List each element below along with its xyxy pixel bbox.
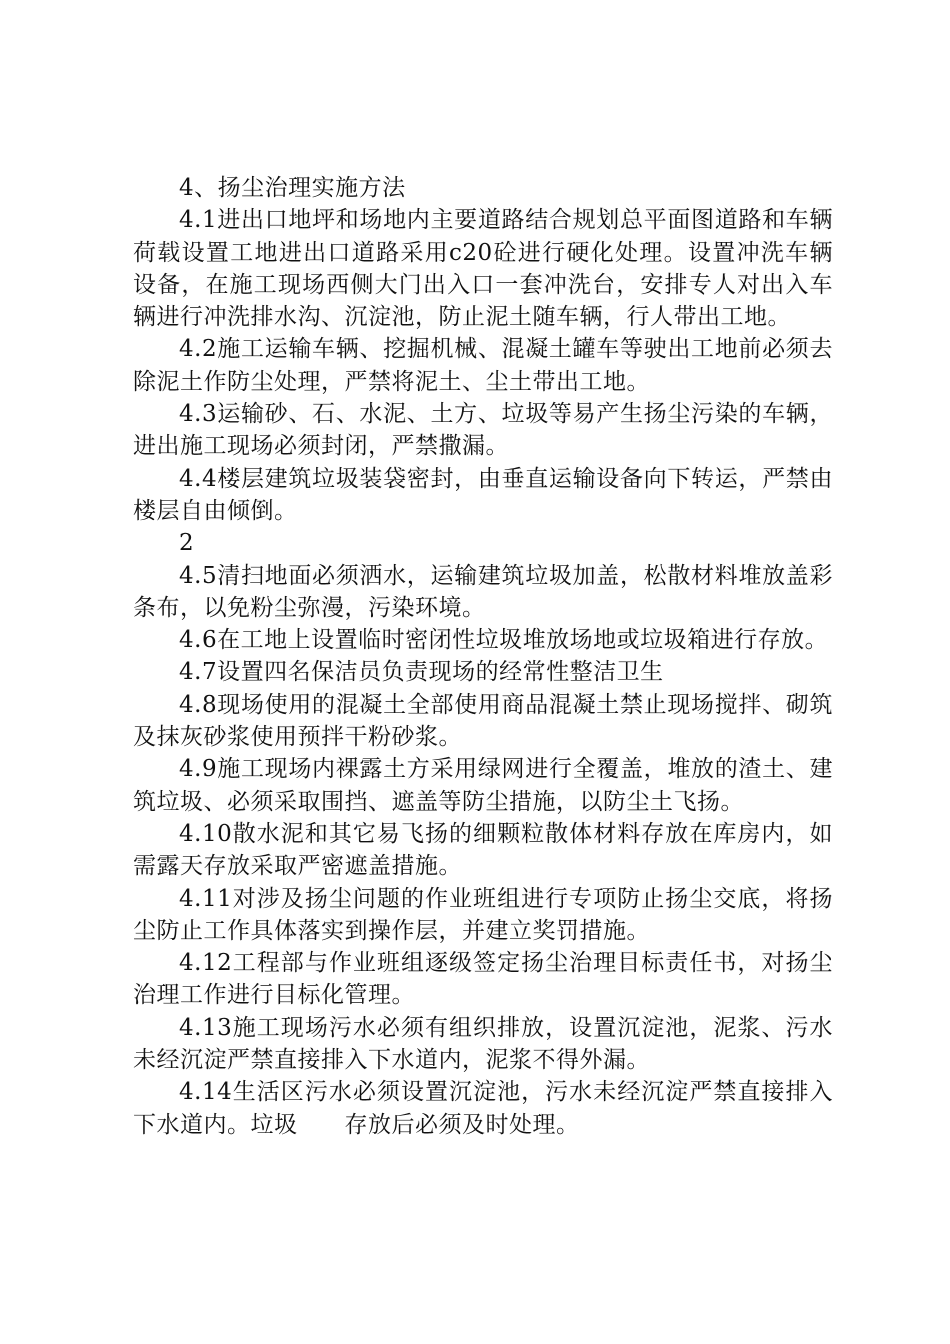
document-body [133, 172, 833, 1141]
paragraph-4-4: 4.4楼层建筑垃圾装袋密封，由垂直运输设备向下转运，严禁由楼层自由倾倒。 [133, 465, 833, 524]
page-number: 2 [179, 530, 195, 557]
paragraph-4-13: 4.13施工现场污水必须有组织排放，设置沉淀池，泥浆、污水未经沉淀严禁直接排入下水道内，泥浆不得外漏。 [133, 1014, 833, 1074]
paragraph-4-10: 4.10散水泥和其它易飞扬的细颗粒散体材料存放在库房内，如需露天存放采取严密遮盖措施。 [133, 820, 833, 880]
paragraph-4-11: 4.11对涉及扬尘问题的作业班组进行专项防止扬尘交底，将扬尘防止工作具体落实到操作层，并建立奖罚措施。 [133, 885, 833, 944]
paragraph-4-8: 4.8现场使用的混凝土全部使用商品混凝土禁止现场搅拌、砌筑及抹灰砂浆使用预拌干粉砂浆。 [133, 691, 833, 751]
section-heading: 4、扬尘治理实施方法 [179, 175, 406, 201]
paragraph-4-9: 4.9施工现场内裸露土方采用绿网进行全覆盖，堆放的渣土、建筑垃圾、必须采取围挡、遮盖等防尘措施，以防尘土飞扬。 [133, 756, 833, 815]
paragraph-4-12: 4.12工程部与作业班组逐级签定扬尘治理目标责任书，对扬尘治理工作进行目标化管理。 [133, 950, 833, 1009]
paragraph-4-1: 4.1进出口地坪和场地内主要道路结合规划总平面图道路和车辆荷载设置工地进出口道路采用c20砼进行硬化处理。设置冲洗车辆设备，在施工现场西侧大门出入口一套冲洗台，安排专人对出入车辆进行冲洗排水沟、沉淀池，防止泥土随车辆，行人带出工地。 [133, 207, 833, 331]
paragraph-4-7: 4.7设置四名保洁员负责现场的经常性整洁卫生 [179, 659, 664, 686]
paragraph-4-5: 4.5清扫地面必须洒水，运输建筑垃圾加盖，松散材料堆放盖彩条布，以免粉尘弥漫，污染环境。 [133, 562, 833, 621]
paragraph-4-2: 4.2施工运输车辆、挖掘机械、混凝土罐车等驶出工地前必须去除泥土作防尘处理，严禁将泥土、尘土带出工地。 [133, 336, 833, 395]
paragraph-4-14: 4.14生活区污水必须设置沉淀池，污水未经沉淀严禁直接排入下水道内。垃圾 存放后必须及时处理。 [133, 1079, 833, 1138]
paragraph-4-3: 4.3运输砂、石、水泥、土方、垃圾等易产生扬尘污染的车辆，进出施工现场必须封闭，严禁撒漏。 [133, 401, 833, 460]
paragraph-4-6: 4.6在工地上设置临时密闭性垃圾堆放场地或垃圾箱进行存放。 [179, 627, 829, 654]
